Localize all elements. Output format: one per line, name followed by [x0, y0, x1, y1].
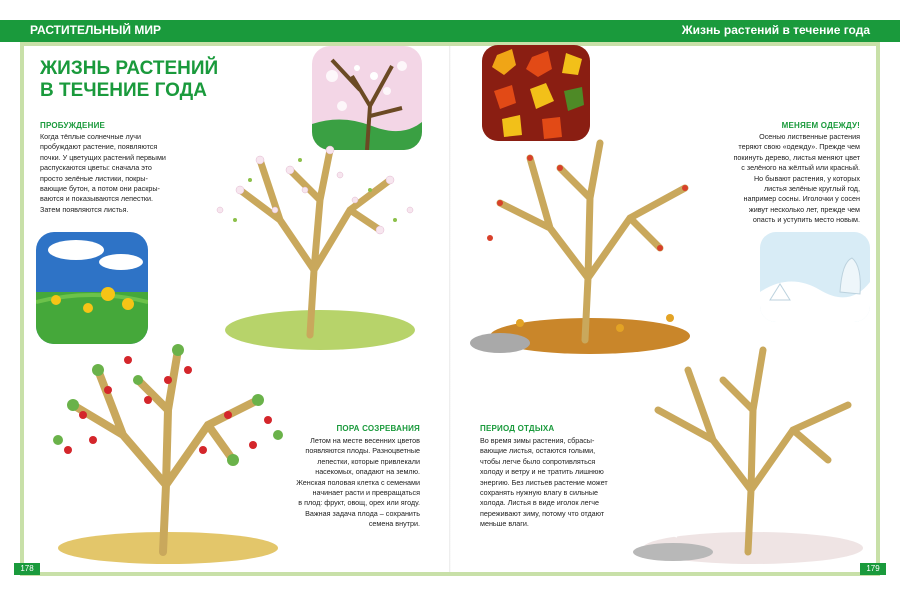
book-spine: [449, 46, 451, 572]
page-number-right: 179: [860, 563, 886, 575]
section-title: РАСТИТЕЛЬНЫЙ МИР: [30, 23, 162, 37]
page-number-left: 178: [14, 563, 40, 575]
autumn-block-title: МЕНЯЕМ ОДЕЖДУ!: [781, 121, 860, 130]
summer-block-text: Летом на месте весенних цветов появляются плоды. Разноцветные лепестки, которые привлекали насекомых, опадают на землю. Женская половая клетка с семенами начинает расти и превращаться в плод: фрукт, овощ, орех или ягоду. Важная задача плода – сохранить семена внутри.: [296, 436, 420, 529]
winter-block-text: Во время зимы растения, сбрасы- вающие листья, остаются голыми, чтобы легче было сопротивляться холоду и ветру и не тратить лишнюю энергию. Без листьев растение может сохранять нужную влагу в сильные холода. Листья в виде иголок легче переживают зиму, потому что отдают меньше влаги.: [480, 436, 608, 529]
spring-block-text: Когда тёплые солнечные лучи пробуждают растение, появляются почки. У цветущих растений первыми распускаются цветы: сначала это просто зелёные листики, покры- вающие бутон, а потом они раскры- ваются и показываются лепестки. Затем появляются листья.: [40, 132, 166, 214]
winter-block-title: ПЕРИОД ОТДЫХА: [480, 424, 555, 433]
chapter-title: Жизнь растений в течение года: [681, 23, 870, 37]
snowy-landscape-illustration: [760, 232, 870, 322]
page-main-heading: ЖИЗНЬ РАСТЕНИЙ В ТЕЧЕНИЕ ГОДА: [40, 58, 219, 101]
top-header: [0, 0, 900, 42]
autumn-block-text: Осенью лиственные растения теряют свою «одежду». Прежде чем покинуть дерево, листья меняют цвет с зелёного на жёлтый или красный. Но бывают растения, у которых листья зелёные круглый год, например сосны. Иголочки у сосен живут несколько лет, прежде чем опасть и уступить место новым.: [733, 132, 860, 225]
summer-block-title: ПОРА СОЗРЕВАНИЯ: [336, 424, 420, 433]
winter-tree-illustration: [618, 330, 878, 570]
spring-block-title: ПРОБУЖДЕНИЕ: [40, 121, 106, 130]
summer-tree-illustration: [28, 320, 298, 565]
